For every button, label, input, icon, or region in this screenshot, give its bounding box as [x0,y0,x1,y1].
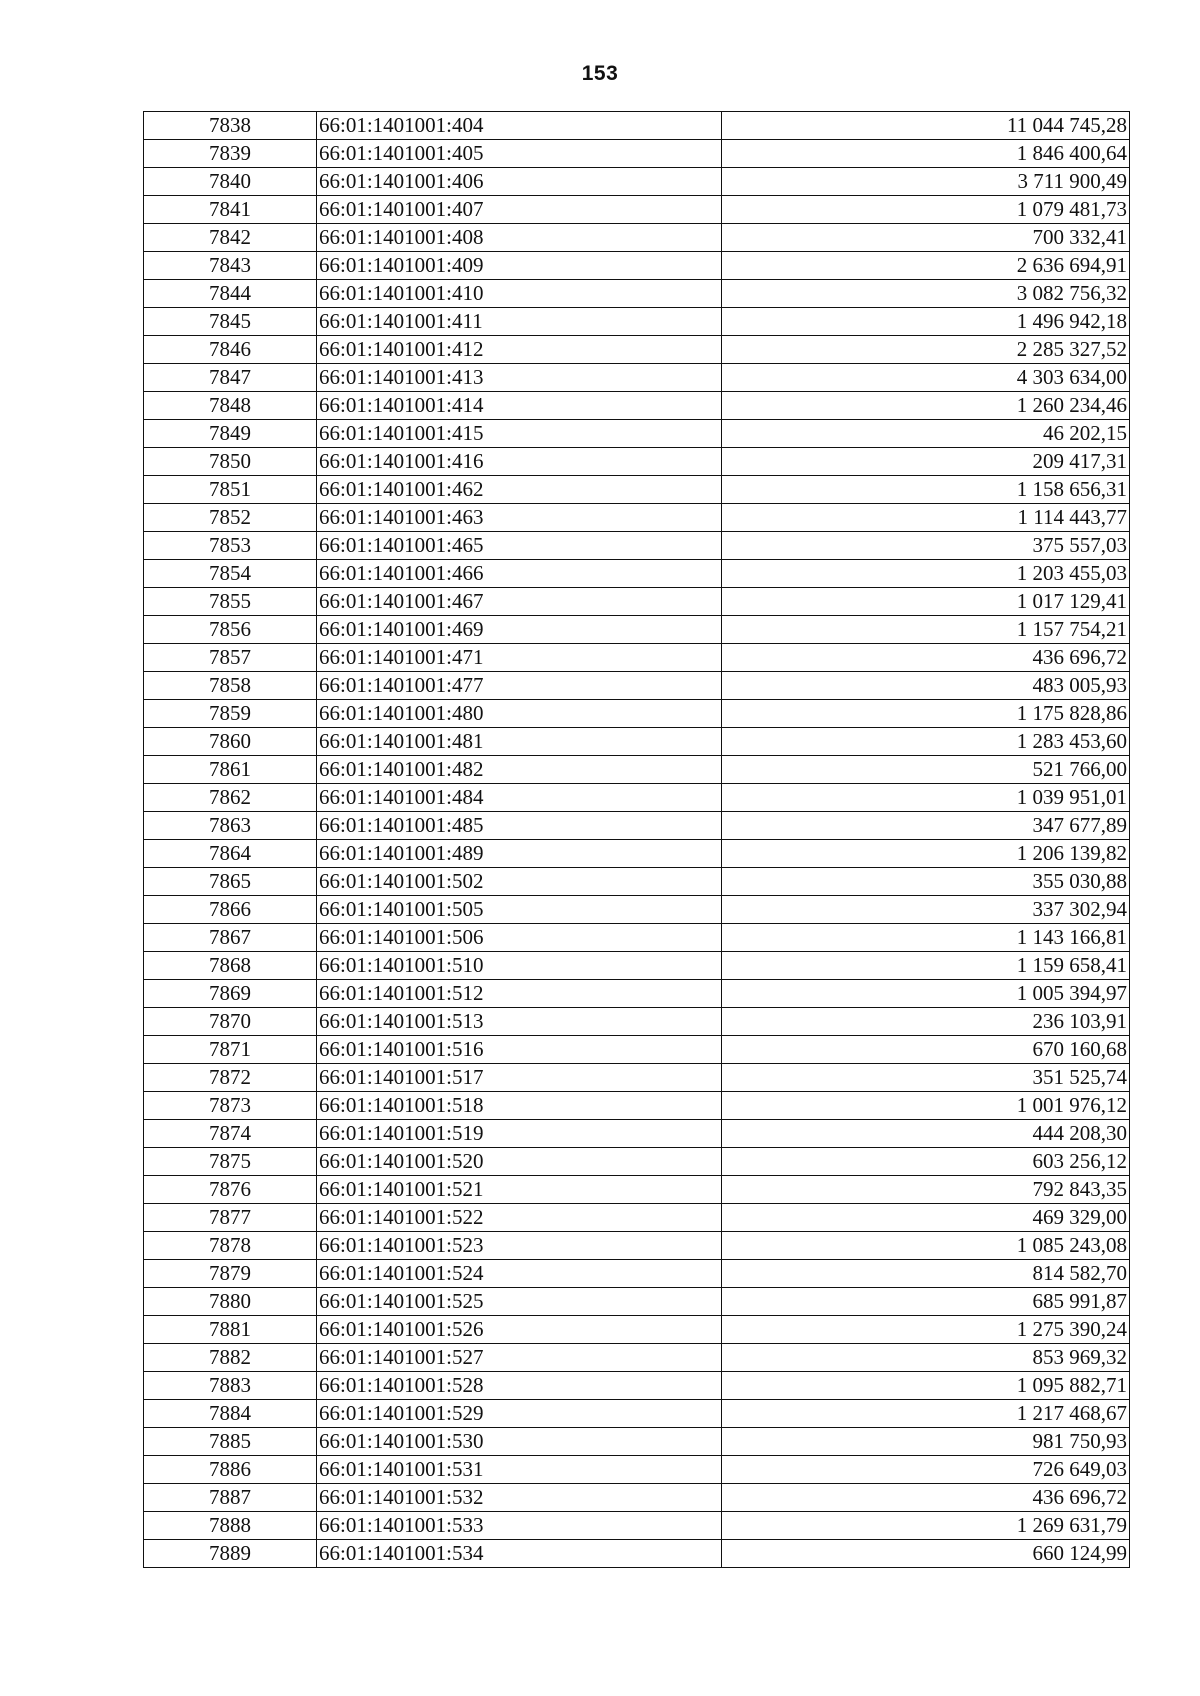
cadastral-value-cell: 792 843,35 [722,1176,1130,1204]
cadastral-number-cell: 66:01:1401001:404 [317,112,722,140]
cadastral-number-cell: 66:01:1401001:406 [317,168,722,196]
table-row [144,1484,1130,1512]
cadastral-number-cell: 66:01:1401001:415 [317,420,722,448]
table-row [144,1400,1130,1428]
row-number-cell: 7872 [144,1064,317,1092]
row-number-cell: 7880 [144,1288,317,1316]
row-number-cell: 7858 [144,672,317,700]
cadastral-value-cell: 444 208,30 [722,1120,1130,1148]
cadastral-number-cell: 66:01:1401001:485 [317,812,722,840]
table-row [144,1428,1130,1456]
cadastral-number-cell: 66:01:1401001:467 [317,588,722,616]
cadastral-number-cell: 66:01:1401001:481 [317,728,722,756]
cadastral-value-cell: 853 969,32 [722,1344,1130,1372]
table-row [144,1512,1130,1540]
cadastral-value-cell: 1 275 390,24 [722,1316,1130,1344]
row-number-cell: 7888 [144,1512,317,1540]
cadastral-value-cell: 3 082 756,32 [722,280,1130,308]
row-number-cell: 7861 [144,756,317,784]
cadastral-value-cell: 436 696,72 [722,1484,1130,1512]
cadastral-value-cell: 469 329,00 [722,1204,1130,1232]
cadastral-number-cell: 66:01:1401001:521 [317,1176,722,1204]
cadastral-number-cell: 66:01:1401001:469 [317,616,722,644]
cadastral-number-cell: 66:01:1401001:517 [317,1064,722,1092]
row-number-cell: 7845 [144,308,317,336]
cadastral-number-cell: 66:01:1401001:519 [317,1120,722,1148]
table-row [144,644,1130,672]
table-row [144,1372,1130,1400]
row-number-cell: 7867 [144,924,317,952]
table-row [144,1456,1130,1484]
row-number-cell: 7851 [144,476,317,504]
cadastral-value-table [143,111,1130,1568]
table-row [144,1344,1130,1372]
row-number-cell: 7843 [144,252,317,280]
table-row [144,756,1130,784]
cadastral-value-cell: 337 302,94 [722,896,1130,924]
table-row [144,924,1130,952]
table-row [144,980,1130,1008]
cadastral-value-cell: 1 114 443,77 [722,504,1130,532]
row-number-cell: 7877 [144,1204,317,1232]
cadastral-number-cell: 66:01:1401001:471 [317,644,722,672]
cadastral-number-cell: 66:01:1401001:480 [317,700,722,728]
cadastral-number-cell: 66:01:1401001:465 [317,532,722,560]
cadastral-value-cell: 1 001 976,12 [722,1092,1130,1120]
row-number-cell: 7889 [144,1540,317,1568]
cadastral-number-cell: 66:01:1401001:533 [317,1512,722,1540]
table-row [144,1288,1130,1316]
cadastral-value-cell: 1 206 139,82 [722,840,1130,868]
row-number-cell: 7866 [144,896,317,924]
table-row [144,1204,1130,1232]
table-row [144,840,1130,868]
cadastral-number-cell: 66:01:1401001:410 [317,280,722,308]
cadastral-value-cell: 1 283 453,60 [722,728,1130,756]
cadastral-number-cell: 66:01:1401001:477 [317,672,722,700]
cadastral-number-cell: 66:01:1401001:530 [317,1428,722,1456]
cadastral-value-cell: 670 160,68 [722,1036,1130,1064]
cadastral-number-cell: 66:01:1401001:414 [317,392,722,420]
table-row [144,588,1130,616]
cadastral-value-cell: 1 085 243,08 [722,1232,1130,1260]
cadastral-value-cell: 2 285 327,52 [722,336,1130,364]
cadastral-value-cell: 1 217 468,67 [722,1400,1130,1428]
cadastral-number-cell: 66:01:1401001:529 [317,1400,722,1428]
cadastral-value-cell: 236 103,91 [722,1008,1130,1036]
table-row [144,812,1130,840]
cadastral-value-cell: 436 696,72 [722,644,1130,672]
table-row [144,1316,1130,1344]
table-body [144,112,1130,1568]
cadastral-value-cell: 351 525,74 [722,1064,1130,1092]
row-number-cell: 7873 [144,1092,317,1120]
row-number-cell: 7881 [144,1316,317,1344]
row-number-cell: 7860 [144,728,317,756]
row-number-cell: 7856 [144,616,317,644]
cadastral-number-cell: 66:01:1401001:516 [317,1036,722,1064]
row-number-cell: 7841 [144,196,317,224]
cadastral-value-cell: 660 124,99 [722,1540,1130,1568]
row-number-cell: 7875 [144,1148,317,1176]
row-number-cell: 7874 [144,1120,317,1148]
row-number-cell: 7854 [144,560,317,588]
cadastral-number-cell: 66:01:1401001:405 [317,140,722,168]
table-row [144,784,1130,812]
table-row [144,1008,1130,1036]
row-number-cell: 7855 [144,588,317,616]
row-number-cell: 7886 [144,1456,317,1484]
cadastral-number-cell: 66:01:1401001:408 [317,224,722,252]
cadastral-number-cell: 66:01:1401001:505 [317,896,722,924]
table-row [144,336,1130,364]
table-row [144,700,1130,728]
row-number-cell: 7859 [144,700,317,728]
cadastral-value-cell: 1 260 234,46 [722,392,1130,420]
row-number-cell: 7883 [144,1372,317,1400]
cadastral-number-cell: 66:01:1401001:466 [317,560,722,588]
cadastral-value-cell: 355 030,88 [722,868,1130,896]
table-row [144,868,1130,896]
cadastral-number-cell: 66:01:1401001:506 [317,924,722,952]
cadastral-number-cell: 66:01:1401001:413 [317,364,722,392]
row-number-cell: 7848 [144,392,317,420]
table-row [144,140,1130,168]
cadastral-number-cell: 66:01:1401001:518 [317,1092,722,1120]
row-number-cell: 7870 [144,1008,317,1036]
page-number: 153 [581,62,619,85]
cadastral-number-cell: 66:01:1401001:409 [317,252,722,280]
cadastral-value-cell: 1 143 166,81 [722,924,1130,952]
table-row [144,1260,1130,1288]
row-number-cell: 7885 [144,1428,317,1456]
cadastral-number-cell: 66:01:1401001:463 [317,504,722,532]
cadastral-value-cell: 1 846 400,64 [722,140,1130,168]
cadastral-value-cell: 1 095 882,71 [722,1372,1130,1400]
cadastral-value-cell: 1 496 942,18 [722,308,1130,336]
table-row [144,672,1130,700]
row-number-cell: 7863 [144,812,317,840]
cadastral-number-cell: 66:01:1401001:525 [317,1288,722,1316]
cadastral-number-cell: 66:01:1401001:462 [317,476,722,504]
cadastral-value-cell: 1 017 129,41 [722,588,1130,616]
cadastral-number-cell: 66:01:1401001:482 [317,756,722,784]
cadastral-value-cell: 1 079 481,73 [722,196,1130,224]
cadastral-number-cell: 66:01:1401001:523 [317,1232,722,1260]
cadastral-number-cell: 66:01:1401001:531 [317,1456,722,1484]
table-row [144,196,1130,224]
row-number-cell: 7876 [144,1176,317,1204]
row-number-cell: 7846 [144,336,317,364]
cadastral-value-cell: 347 677,89 [722,812,1130,840]
row-number-cell: 7882 [144,1344,317,1372]
cadastral-value-cell: 981 750,93 [722,1428,1130,1456]
row-number-cell: 7839 [144,140,317,168]
table-row [144,224,1130,252]
row-number-cell: 7844 [144,280,317,308]
row-number-cell: 7869 [144,980,317,1008]
table-row [144,112,1130,140]
table-row [144,1176,1130,1204]
table-row [144,896,1130,924]
table-row [144,1092,1130,1120]
cadastral-number-cell: 66:01:1401001:412 [317,336,722,364]
cadastral-number-cell: 66:01:1401001:534 [317,1540,722,1568]
row-number-cell: 7847 [144,364,317,392]
row-number-cell: 7879 [144,1260,317,1288]
cadastral-value-cell: 11 044 745,28 [722,112,1130,140]
cadastral-value-cell: 726 649,03 [722,1456,1130,1484]
table-row [144,168,1130,196]
row-number-cell: 7857 [144,644,317,672]
row-number-cell: 7850 [144,448,317,476]
row-number-cell: 7838 [144,112,317,140]
cadastral-value-cell: 1 039 951,01 [722,784,1130,812]
table-row [144,280,1130,308]
cadastral-number-cell: 66:01:1401001:502 [317,868,722,896]
table-row [144,1540,1130,1568]
cadastral-number-cell: 66:01:1401001:407 [317,196,722,224]
cadastral-number-cell: 66:01:1401001:526 [317,1316,722,1344]
row-number-cell: 7868 [144,952,317,980]
row-number-cell: 7887 [144,1484,317,1512]
cadastral-number-cell: 66:01:1401001:484 [317,784,722,812]
cadastral-number-cell: 66:01:1401001:522 [317,1204,722,1232]
cadastral-number-cell: 66:01:1401001:524 [317,1260,722,1288]
cadastral-value-cell: 1 157 754,21 [722,616,1130,644]
cadastral-value-cell: 521 766,00 [722,756,1130,784]
cadastral-number-cell: 66:01:1401001:532 [317,1484,722,1512]
table-row [144,1064,1130,1092]
cadastral-value-cell: 46 202,15 [722,420,1130,448]
cadastral-number-cell: 66:01:1401001:520 [317,1148,722,1176]
row-number-cell: 7840 [144,168,317,196]
table-row [144,1232,1130,1260]
cadastral-value-cell: 1 269 631,79 [722,1512,1130,1540]
row-number-cell: 7865 [144,868,317,896]
table-row [144,1036,1130,1064]
cadastral-value-cell: 2 636 694,91 [722,252,1130,280]
row-number-cell: 7852 [144,504,317,532]
row-number-cell: 7849 [144,420,317,448]
cadastral-value-cell: 1 203 455,03 [722,560,1130,588]
cadastral-value-cell: 1 175 828,86 [722,700,1130,728]
table-row [144,392,1130,420]
cadastral-number-cell: 66:01:1401001:510 [317,952,722,980]
cadastral-value-cell: 483 005,93 [722,672,1130,700]
table-row [144,952,1130,980]
table-row [144,560,1130,588]
cadastral-value-cell: 1 159 658,41 [722,952,1130,980]
cadastral-number-cell: 66:01:1401001:489 [317,840,722,868]
cadastral-number-cell: 66:01:1401001:416 [317,448,722,476]
table-row [144,616,1130,644]
table-row [144,252,1130,280]
table-row [144,308,1130,336]
row-number-cell: 7871 [144,1036,317,1064]
table-row [144,364,1130,392]
row-number-cell: 7884 [144,1400,317,1428]
table-row [144,504,1130,532]
table-row [144,532,1130,560]
cadastral-value-cell: 700 332,41 [722,224,1130,252]
cadastral-number-cell: 66:01:1401001:512 [317,980,722,1008]
cadastral-number-cell: 66:01:1401001:528 [317,1372,722,1400]
table-row [144,1148,1130,1176]
cadastral-value-cell: 3 711 900,49 [722,168,1130,196]
row-number-cell: 7878 [144,1232,317,1260]
cadastral-value-cell: 1 158 656,31 [722,476,1130,504]
cadastral-number-cell: 66:01:1401001:411 [317,308,722,336]
cadastral-value-cell: 209 417,31 [722,448,1130,476]
cadastral-value-cell: 814 582,70 [722,1260,1130,1288]
cadastral-value-cell: 603 256,12 [722,1148,1130,1176]
row-number-cell: 7842 [144,224,317,252]
table-row [144,420,1130,448]
row-number-cell: 7864 [144,840,317,868]
cadastral-value-cell: 4 303 634,00 [722,364,1130,392]
table-row [144,476,1130,504]
table-row [144,448,1130,476]
table-row [144,1120,1130,1148]
cadastral-value-cell: 1 005 394,97 [722,980,1130,1008]
cadastral-number-cell: 66:01:1401001:513 [317,1008,722,1036]
row-number-cell: 7853 [144,532,317,560]
cadastral-value-cell: 685 991,87 [722,1288,1130,1316]
cadastral-value-cell: 375 557,03 [722,532,1130,560]
table-row [144,728,1130,756]
cadastral-number-cell: 66:01:1401001:527 [317,1344,722,1372]
row-number-cell: 7862 [144,784,317,812]
